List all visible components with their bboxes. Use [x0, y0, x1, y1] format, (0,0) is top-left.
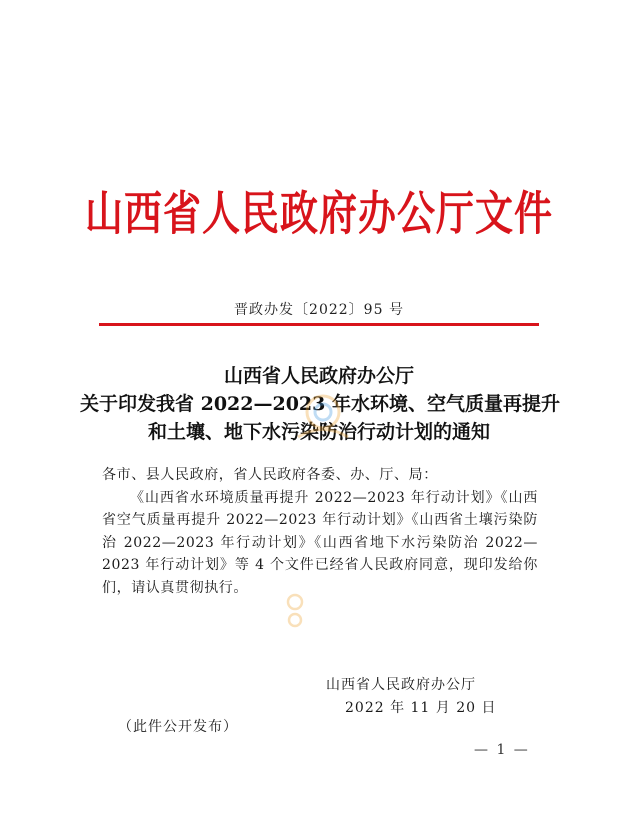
notice-title-subject-line-1: 关于印发我省 2022—2023 年水环境、空气质量再提升: [80, 393, 560, 415]
signature-date: 2022 年 11 月 20 日: [345, 700, 497, 716]
watermark-mark-icon: [282, 590, 308, 630]
page-number: — 1 —: [474, 742, 530, 758]
body-paragraph: 《山西省水环境质量再提升 2022—2023 年行动计划》《山西省空气质量再提升 2022—2023 年行动计划》《山西省土壤污染防治 2022—2023 年行动计划》《山西省地下水污染防治 2022—2023 年行动计划》等 4 个文件已经省人民政府同意，现印发给你们，请认真贯彻执行。: [102, 489, 538, 596]
red-separator-line: [99, 323, 539, 326]
notice-title-issuer: 山西省人民政府办公厅: [223, 365, 414, 387]
signature-issuer: 山西省人民政府办公厅: [326, 677, 476, 693]
salutation: 各市、县人民政府，省人民政府各委、办、厅、局：: [102, 467, 438, 483]
masthead-title: 山西省人民政府办公厅文件: [84, 185, 553, 241]
release-note: （此件公开发布）: [118, 719, 238, 735]
notice-title-subject-line-2: 和土壤、地下水污染防治行动计划的通知: [147, 421, 490, 443]
watermark-stamp-icon: [268, 382, 378, 462]
document-number: 晋政办发〔2022〕95 号: [234, 302, 404, 318]
notice-body: [102, 464, 538, 599]
